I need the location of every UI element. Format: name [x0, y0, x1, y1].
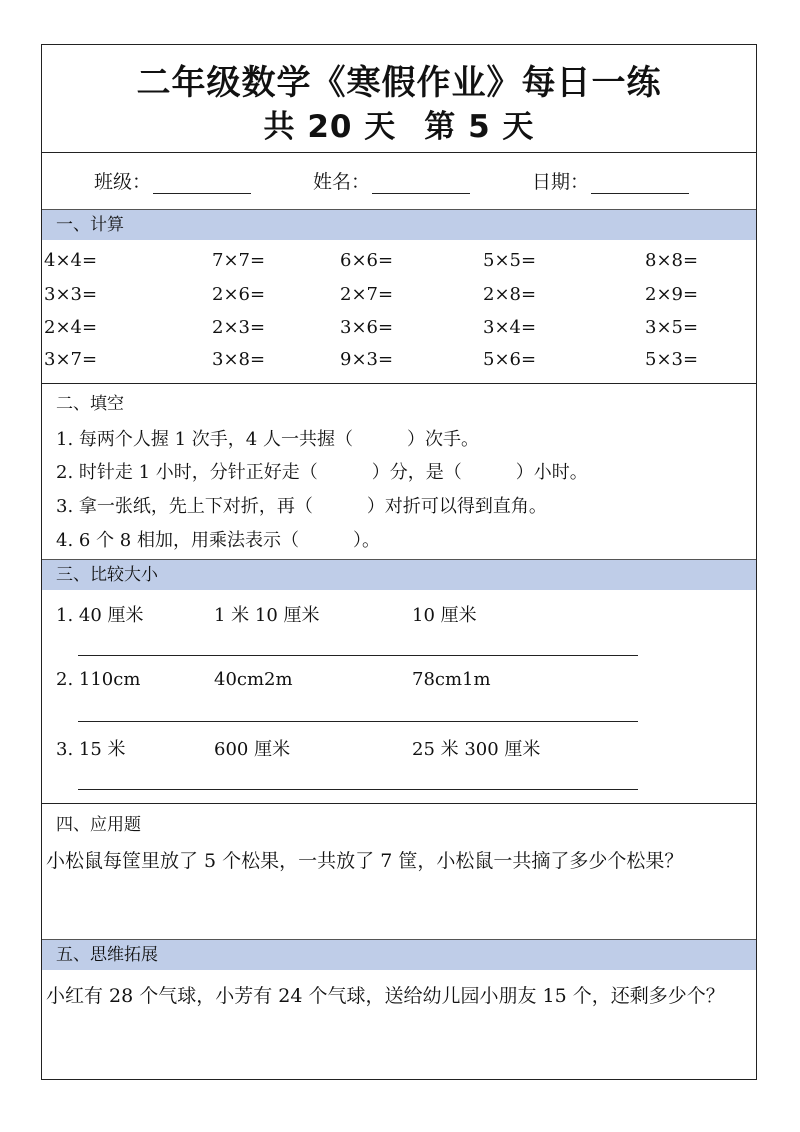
title-box	[42, 45, 756, 153]
compare-item: 25 米 300 厘米	[412, 739, 541, 760]
calc-item: 3×3=	[44, 284, 98, 305]
total-days: 共 20 天	[263, 109, 397, 145]
compare-item: 3. 15 米	[56, 739, 126, 760]
calc-item: 3×8=	[212, 349, 266, 370]
thinking-problem: 小红有 28 个气球，小芳有 24 个气球，送给幼儿园小朋友 15 个，还剩多少个？	[46, 985, 725, 1007]
name-blank[interactable]	[372, 173, 470, 194]
calc-item: 9×3=	[340, 349, 394, 370]
compare-item: 78cm1m	[412, 669, 491, 690]
name-field	[313, 167, 470, 194]
calc-item: 3×5=	[645, 317, 699, 338]
section-thinking-heading: 五、思维拓展	[42, 939, 756, 970]
calc-item: 4×4=	[44, 250, 98, 271]
application-problem: 小松鼠每筐里放了 5 个松果，一共放了 7 筐，小松鼠一共摘了多少个松果？	[46, 850, 684, 872]
compare-item: 2. 110cm	[56, 669, 141, 690]
compare-item: 600 厘米	[214, 739, 291, 760]
worksheet-title: 二年级数学《寒假作业》每日一练	[136, 63, 662, 103]
compare-item: 1. 40 厘米	[56, 605, 144, 626]
section-application-heading: 四、应用题	[56, 815, 141, 835]
calc-item: 2×9=	[645, 284, 699, 305]
date-field	[532, 167, 689, 194]
compare-item: 40cm2m	[214, 669, 293, 690]
calc-item: 3×7=	[44, 349, 98, 370]
compare-answer-line[interactable]	[78, 721, 638, 722]
section-divider	[42, 803, 756, 804]
calc-item: 5×6=	[483, 349, 537, 370]
compare-item: 10 厘米	[412, 605, 477, 626]
calc-item: 7×7=	[212, 250, 266, 271]
section-divider	[42, 383, 756, 384]
name-label: 姓名：	[313, 171, 371, 193]
current-day: 第 5 天	[424, 109, 535, 145]
worksheet-page	[41, 44, 757, 1080]
class-field	[94, 167, 251, 194]
calc-item: 2×4=	[44, 317, 98, 338]
calc-item: 5×5=	[483, 250, 537, 271]
section-compare-heading: 三、比较大小	[42, 559, 756, 590]
fill-question: 2. 时针走 1 小时，分针正好走（ ）分，是（ ）小时。	[56, 462, 588, 483]
calc-item: 8×8=	[645, 250, 699, 271]
fill-question: 3. 拿一张纸，先上下对折，再（ ）对折可以得到直角。	[56, 496, 547, 517]
date-label: 日期：	[532, 171, 590, 193]
calc-item: 2×3=	[212, 317, 266, 338]
calc-item: 2×8=	[483, 284, 537, 305]
section-fill-heading: 二、填空	[56, 394, 124, 414]
student-info-row	[42, 153, 756, 209]
calc-item: 6×6=	[340, 250, 394, 271]
calc-item: 5×3=	[645, 349, 699, 370]
calc-item: 3×4=	[483, 317, 537, 338]
fill-question: 4. 6 个 8 相加，用乘法表示（ ）。	[56, 530, 380, 551]
compare-item: 1 米 10 厘米	[214, 605, 320, 626]
class-blank[interactable]	[153, 173, 251, 194]
class-label: 班级：	[94, 171, 152, 193]
fill-question: 1. 每两个人握 1 次手，4 人一共握（ ）次手。	[56, 429, 479, 450]
calc-item: 2×6=	[212, 284, 266, 305]
worksheet-subtitle	[42, 101, 756, 146]
section-calc-heading: 一、计算	[42, 209, 756, 240]
compare-answer-line[interactable]	[78, 655, 638, 656]
date-blank[interactable]	[591, 173, 689, 194]
compare-answer-line[interactable]	[78, 789, 638, 790]
calc-item: 2×7=	[340, 284, 394, 305]
calc-item: 3×6=	[340, 317, 394, 338]
